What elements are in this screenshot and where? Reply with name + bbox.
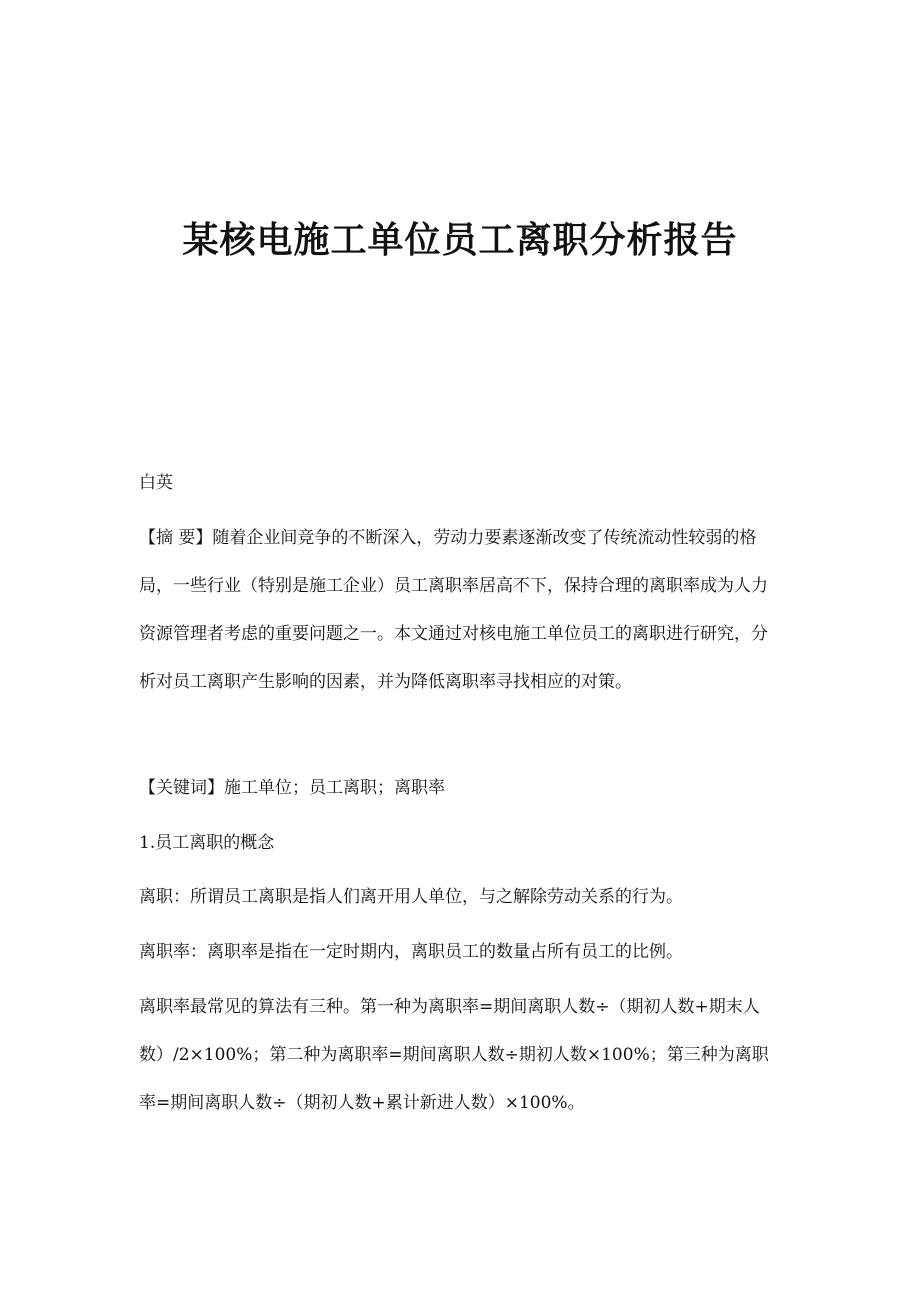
abstract-text: 随着企业间竞争的不断深入，劳动力要素逐渐改变了传统流动性较弱的格局，一些行业（特别是施工企业）员工离职率居高不下，保持合理的离职率成为人力资源管理者考虑的重要问题之一。本文通过对核电施工单位员工的离职进行研究，分析对员工离职产生影响的因素，并为降低离职率寻找相应的对策。 bbox=[139, 528, 768, 692]
abstract-label: 【摘 要】 bbox=[139, 528, 213, 548]
formula-paragraph: 离职率最常见的算法有三种。第一种为离职率=期间离职人数÷（期初人数+期末人数）/2×100%；第二种为离职率=期间离职人数÷期初人数×100%；第三种为离职率=期间离职人数÷（期初人数+累计新进人数）×100%。 bbox=[139, 997, 769, 1113]
abstract-paragraph bbox=[139, 514, 781, 706]
document-title: 某核电施工单位员工离职分析报告 bbox=[182, 219, 738, 261]
keywords-label: 【关键词】 bbox=[139, 778, 224, 798]
keywords-paragraph bbox=[139, 764, 781, 812]
author-name: 白英 bbox=[139, 473, 173, 493]
turnover-rate-definition: 离职率：离职率是指在一定时期内，离职员工的数量占所有员工的比例。 bbox=[139, 942, 683, 962]
section-heading: 1.员工离职的概念 bbox=[139, 833, 275, 853]
keywords-text: 施工单位；员工离职；离职率 bbox=[224, 778, 445, 798]
turnover-definition: 离职：所谓员工离职是指人们离开用人单位，与之解除劳动关系的行为。 bbox=[139, 887, 683, 907]
